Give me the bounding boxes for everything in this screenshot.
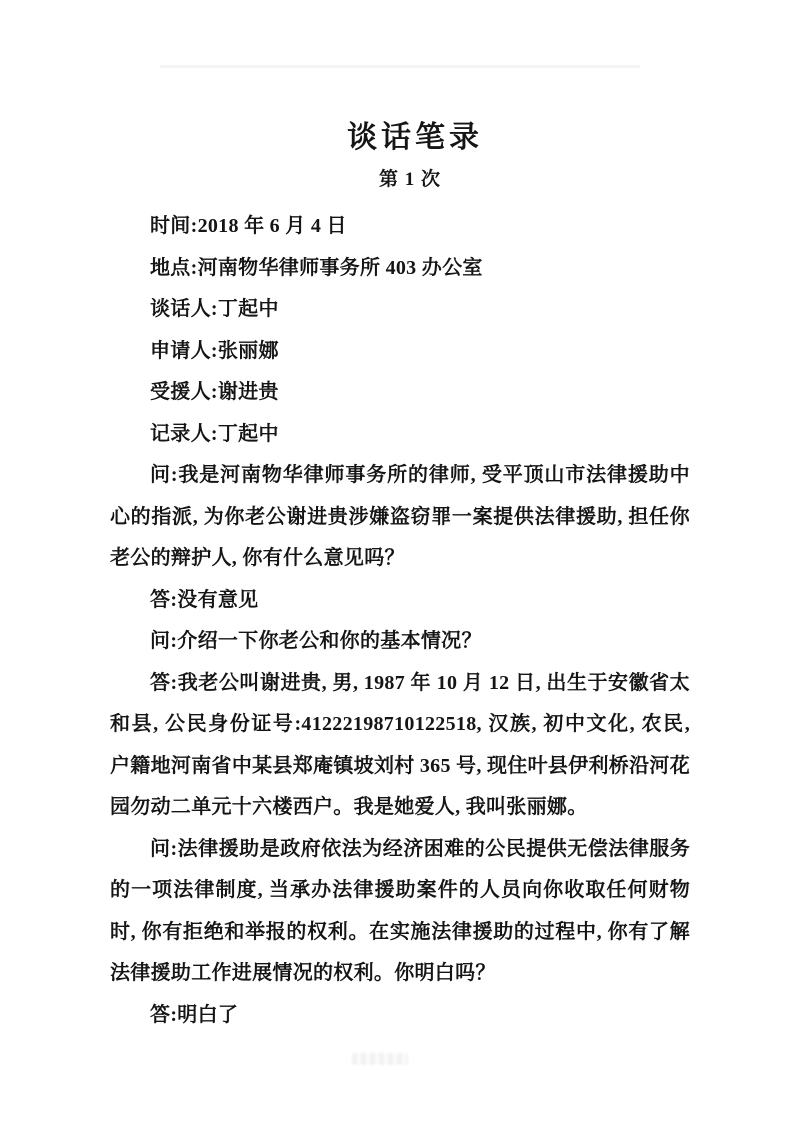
meta-value: 谢进贵 — [217, 381, 279, 403]
document-title: 谈话笔录 — [347, 121, 483, 154]
qa-text: 我是河南物华律师事务所的律师, 受平顶山市法律援助中心的指派, 为你老公谢进贵涉嫌盗窃罪一案提供法律援助, 担任你老公的辩护人, 你有什么意见吗？ — [110, 464, 690, 569]
meta-colon: : — [210, 422, 218, 445]
meta-colon: : — [190, 215, 198, 237]
document-body — [110, 206, 690, 1036]
meta-line-time — [110, 206, 690, 248]
meta-value: 丁起中 — [217, 422, 279, 445]
speaker-label: 答 — [150, 588, 171, 611]
meta-value: 2018 年 6 月 4 日 — [197, 215, 347, 237]
faint-watermark — [352, 1053, 408, 1065]
meta-line-aid-recipient — [110, 372, 690, 414]
qa-text: 没有意见 — [177, 588, 259, 611]
speaker-label: 问 — [150, 837, 171, 860]
speaker-label: 问 — [150, 630, 171, 652]
meta-label: 申请人 — [150, 339, 211, 362]
meta-colon: : — [210, 381, 218, 403]
qa-colon: : — [170, 630, 178, 652]
session-number: 第 1 次 — [378, 169, 441, 190]
qa-colon: : — [170, 464, 178, 486]
meta-line-location — [110, 248, 690, 290]
qa-answer-1 — [110, 580, 690, 622]
qa-answer-3 — [110, 995, 690, 1037]
qa-text: 介绍一下你老公和你的基本情况？ — [177, 630, 482, 652]
speaker-label: 问 — [150, 464, 171, 486]
meta-value: 河南物华律师事务所 403 办公室 — [197, 256, 483, 279]
meta-label: 谈话人 — [150, 298, 211, 320]
qa-colon: : — [170, 588, 178, 611]
meta-value: 丁起中 — [217, 298, 279, 320]
meta-line-interviewer — [110, 289, 690, 331]
qa-text: 我老公叫谢进贵, 男, 1987 年 10 月 12 日, 出生于安徽省太和县, 公民身份证号:41222198710122518, 汉族, 初中文化, 农民, 户籍地河南省中某县郑庵镇坡刘村 365 号, 现住叶县伊利桥沿河花园勿动二单元十六楼西户。我是她爱人, 我叫张丽娜。 — [110, 671, 690, 818]
top-divider-line — [160, 65, 640, 68]
meta-value: 张丽娜 — [217, 339, 279, 362]
speaker-label: 答 — [150, 1003, 171, 1026]
qa-question-3 — [110, 829, 690, 995]
qa-question-1 — [110, 455, 690, 580]
meta-line-applicant — [110, 331, 690, 373]
qa-text: 法律援助是政府依法为经济困难的公民提供无偿法律服务的一项法律制度, 当承办法律援助案件的人员向你收取任何财物时, 你有拒绝和举报的权利。在实施法律援助的过程中, 你有了解法律援助工作进展情况的权利。你明白吗？ — [110, 837, 691, 984]
qa-colon: : — [170, 1003, 178, 1026]
speaker-label: 答 — [150, 671, 171, 694]
meta-line-recorder — [110, 414, 690, 456]
meta-label: 受援人 — [150, 381, 211, 403]
qa-question-2 — [110, 621, 690, 663]
meta-colon: : — [190, 256, 198, 279]
qa-text: 明白了 — [177, 1003, 239, 1026]
meta-label: 记录人 — [150, 422, 211, 445]
qa-answer-2 — [110, 663, 690, 829]
qa-colon: : — [170, 837, 178, 860]
meta-colon: : — [210, 298, 218, 320]
meta-label: 地点 — [150, 256, 191, 279]
meta-label: 时间 — [150, 215, 191, 237]
meta-colon: : — [210, 339, 218, 362]
qa-colon: : — [170, 671, 178, 694]
